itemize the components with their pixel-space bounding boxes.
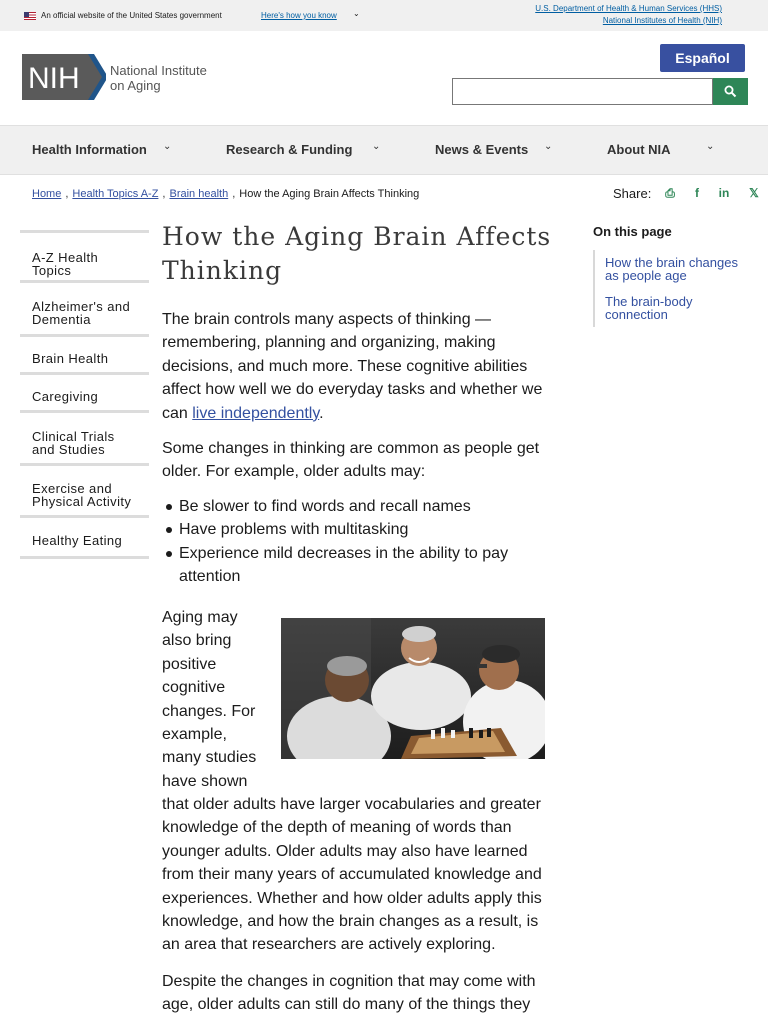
facebook-icon[interactable]: f	[695, 186, 699, 200]
on-this-page-title: On this page	[593, 224, 672, 239]
paragraph-line: positive	[162, 655, 217, 673]
heres-how-you-know-link[interactable]: Here's how you know	[261, 11, 337, 20]
nav-health-information[interactable]: Health Information	[32, 142, 147, 157]
changes-paragraph	[162, 437, 557, 484]
sidebar-item-brain-health[interactable]	[20, 337, 149, 375]
on-this-page-link-line: How the brain changes	[605, 255, 738, 270]
search-button[interactable]	[713, 78, 748, 105]
paragraph-line: example,	[162, 726, 227, 744]
paragraph-line: The brain controls many aspects of thinking —	[162, 311, 492, 328]
share-label: Share:	[613, 186, 652, 201]
paragraph-line: Aging may	[162, 609, 238, 626]
sidebar-item-caregiving[interactable]	[20, 375, 149, 413]
paragraph-line: Despite the changes in cognition that may come with	[162, 973, 536, 990]
breadcrumb-separator: ,	[65, 188, 69, 200]
breadcrumb-current: How the Aging Brain Affects Thinking	[239, 188, 420, 200]
chevron-down-icon[interactable]: ⌄	[544, 141, 553, 152]
x-icon[interactable]: 𝕏	[749, 186, 759, 200]
sidebar-item-clinical-trials[interactable]	[20, 413, 149, 466]
paragraph-text: .	[319, 404, 324, 422]
page-title-line: Thinking	[162, 256, 283, 285]
hhs-link[interactable]: U.S. Department of Health & Human Services (HHS)	[535, 4, 722, 13]
paragraph-line: experiences. Whether and how older adults apply this	[162, 889, 542, 907]
nav-about-nia[interactable]: About NIA	[607, 142, 671, 157]
nih-link[interactable]: National Institutes of Health (NIH)	[602, 16, 722, 25]
sidebar-item-label: Brain Health	[32, 351, 109, 366]
print-icon[interactable]: ⎙	[665, 186, 675, 200]
breadcrumb-brain-health[interactable]: Brain health	[169, 188, 229, 200]
chevron-down-icon[interactable]: ⌄	[372, 141, 381, 152]
institute-name-line2: on Aging	[110, 78, 161, 93]
sidebar-item-label: Exercise and	[32, 481, 112, 496]
on-this-page-link-brain-body[interactable]	[605, 295, 692, 321]
positive-changes-paragraph	[162, 793, 557, 957]
breadcrumb-separator: ,	[232, 188, 236, 200]
paragraph-line: cognitive	[162, 679, 226, 697]
sidebar-item-label: Healthy Eating	[32, 533, 123, 548]
search-icon	[724, 85, 737, 98]
espanol-button[interactable]: Español	[660, 44, 745, 72]
sidebar-item-label: Clinical Trials	[32, 429, 115, 444]
breadcrumb-home[interactable]: Home	[32, 188, 62, 200]
chevron-down-icon[interactable]: ⌄	[163, 141, 172, 152]
paragraph-line: changes. For	[162, 702, 256, 720]
nih-logo-mark: NIH	[28, 62, 80, 95]
chevron-down-icon[interactable]: ⌄	[706, 141, 715, 152]
us-flag-icon	[24, 12, 36, 20]
institute-name-line1: National Institute	[110, 63, 207, 78]
sidebar-item-healthy-eating[interactable]	[20, 518, 149, 559]
list-item	[162, 542, 557, 589]
official-website-text: An official website of the United States government	[41, 11, 222, 20]
paragraph-line	[162, 402, 557, 425]
sidebar-nav	[20, 230, 149, 559]
live-independently-link[interactable]: live independently	[192, 404, 320, 422]
linkedin-icon[interactable]: in	[718, 186, 730, 200]
paragraph-line: age, older adults can still do many of the things they	[162, 996, 531, 1014]
sidebar-item-label: Dementia	[32, 312, 91, 327]
paragraph-line: younger adults. Older adults may also have learned	[162, 842, 528, 860]
despite-changes-paragraph	[162, 970, 557, 1017]
paragraph-line: many studies	[162, 749, 257, 767]
sidebar-item-alzheimers-dementia[interactable]	[20, 283, 149, 337]
nav-research-funding[interactable]: Research & Funding	[226, 142, 353, 157]
sidebar-item-label: A-Z Health	[32, 250, 99, 265]
chess-photo-illustration	[281, 618, 545, 759]
paragraph-line: have shown	[162, 772, 248, 790]
search-input[interactable]	[452, 78, 713, 105]
sidebar-item-label: and Studies	[32, 442, 106, 457]
changes-list	[162, 495, 557, 589]
sidebar-item-label: Alzheimer's and	[32, 299, 131, 314]
on-this-page-link-brain-changes[interactable]	[605, 256, 738, 282]
on-this-page-link-line: connection	[605, 307, 668, 322]
list-item-line: Experience mild decreases in the ability to pay	[179, 544, 509, 562]
paragraph-line: also bring	[162, 632, 232, 650]
sidebar-item-label: Topics	[32, 263, 72, 278]
page-title-line: How the Aging Brain Affects	[162, 222, 552, 251]
paragraph-line: remembering, planning and organizing, making	[162, 334, 496, 352]
breadcrumb	[32, 188, 419, 200]
paragraph-line: knowledge, and how the brain changes as a result, is	[162, 913, 539, 931]
sidebar-item-az-health-topics[interactable]	[20, 230, 149, 283]
paragraph-line: knowledge of the depth of meaning of words than	[162, 819, 512, 837]
sidebar-item-exercise[interactable]	[20, 466, 149, 518]
chevron-down-icon[interactable]: ⌄	[353, 9, 360, 18]
sidebar-item-label: Physical Activity	[32, 494, 132, 509]
breadcrumb-health-topics[interactable]: Health Topics A-Z	[72, 188, 159, 200]
on-this-page-link-line: The brain-body	[605, 294, 693, 309]
nav-news-events[interactable]: News & Events	[435, 142, 529, 157]
main-nav	[0, 125, 768, 175]
gov-banner	[0, 0, 768, 31]
intro-paragraph	[162, 308, 557, 425]
sidebar-item-label: Caregiving	[32, 389, 99, 404]
paragraph-line: affect how well we do everyday tasks and whether we	[162, 381, 543, 399]
on-this-page-link-line: as people age	[605, 268, 687, 283]
paragraph-line: older. For example, older adults may:	[162, 463, 426, 481]
paragraph-text: can	[162, 404, 193, 422]
list-item: Have problems with multitasking	[162, 518, 557, 541]
institute-name	[110, 63, 207, 93]
nih-logo-icon	[22, 52, 106, 102]
positive-changes-paragraph-wrapped	[162, 606, 272, 793]
list-item-line: attention	[179, 568, 241, 586]
page-title	[162, 220, 582, 288]
paragraph-line: that older adults have larger vocabularies and greater	[162, 796, 541, 813]
breadcrumb-separator: ,	[162, 188, 166, 200]
on-this-page-list	[593, 250, 758, 327]
list-item: Be slower to find words and recall names	[162, 495, 557, 518]
nih-logo[interactable]	[22, 52, 106, 102]
paragraph-line: an area that researchers are actively exploring.	[162, 936, 496, 954]
paragraph-line: decisions, and much more. These cognitive abilities	[162, 357, 528, 375]
older-adults-chess-photo	[281, 618, 545, 759]
paragraph-line: from their many years of accumulated knowledge and	[162, 866, 542, 884]
paragraph-line: Some changes in thinking are common as people get	[162, 440, 540, 457]
